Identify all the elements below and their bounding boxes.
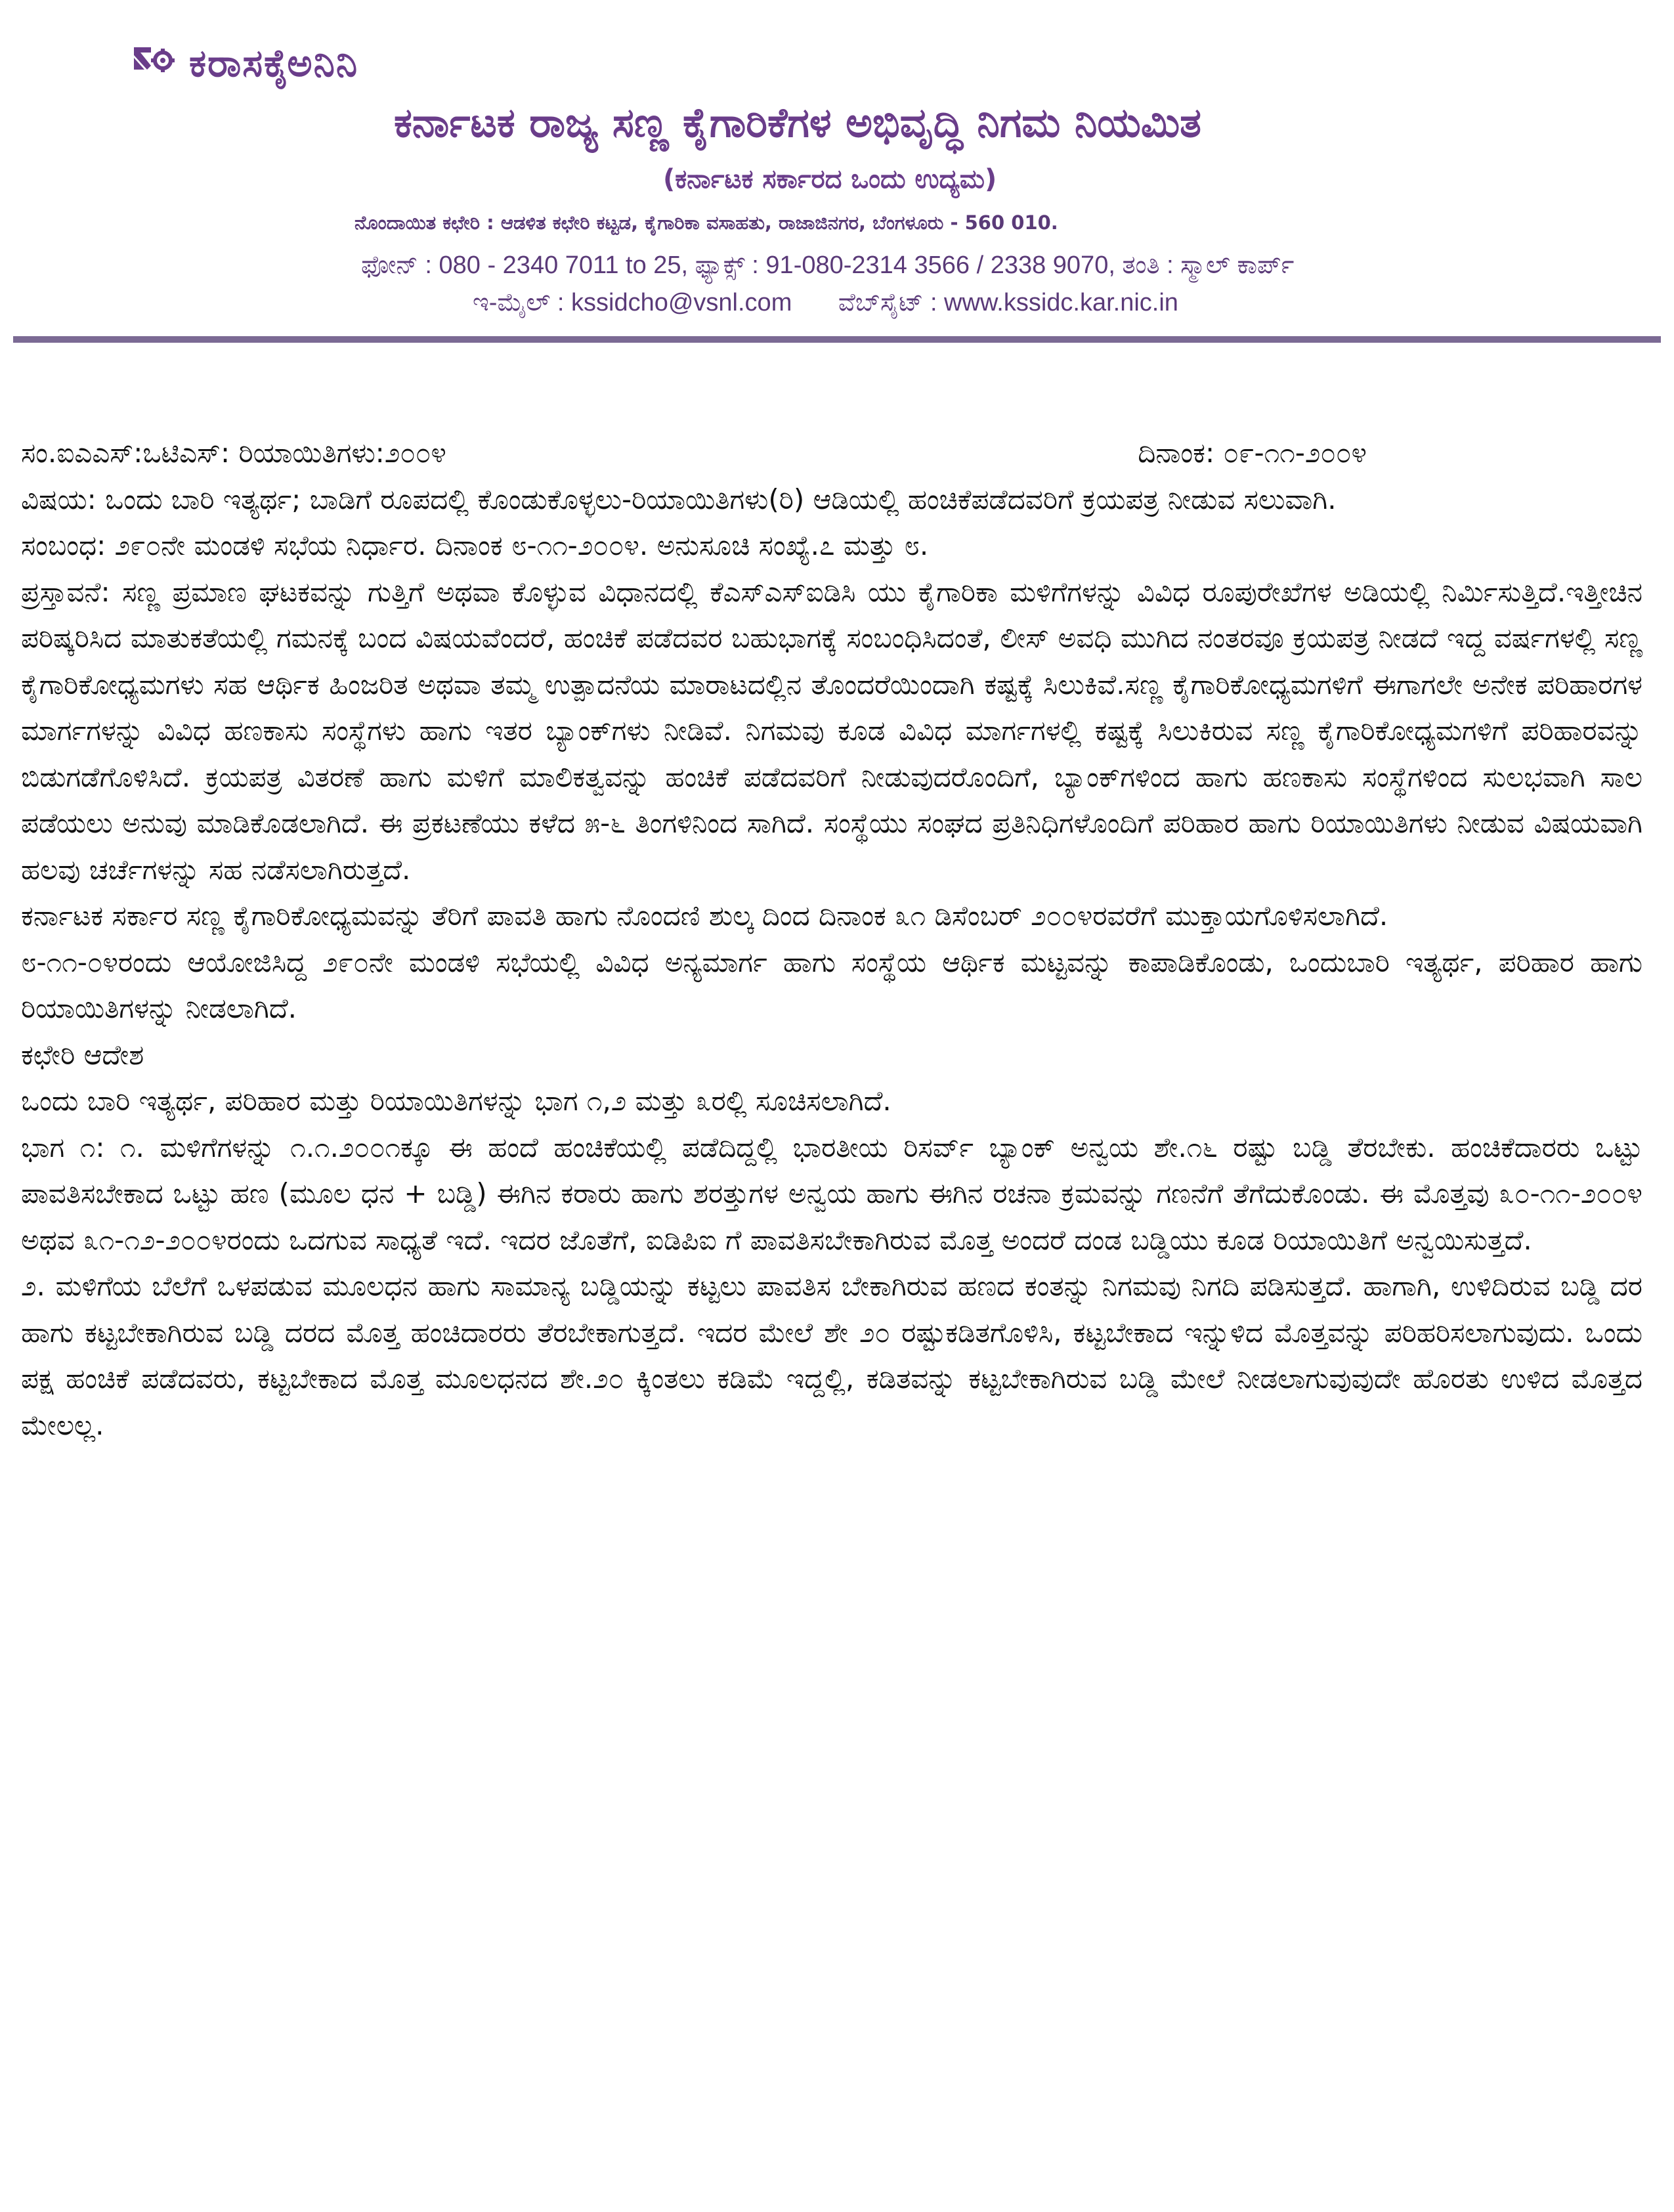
letter-body: [21, 430, 1642, 1448]
relation: ಸಂಬಂಧ: ೨೯೦ನೇ ಮಂಡಳಿ ಸಭೆಯ ನಿರ್ಧಾರ. ದಿನಾಂಕ ೮-೧೧-೨೦೦೪. ಅನುಸೂಚಿ ಸಂಖ್ಯೆ.೭ ಮತ್ತು ೮.: [21, 529, 929, 561]
org-short-name: ಕರಾಸಕೈಅನಿನಿ: [189, 41, 359, 85]
order-heading: ಕಛೇರಿ ಆದೇಶ: [21, 1038, 144, 1071]
org-website: ವೆಬ್‌ಸೈಟ್ : www.kssidc.kar.nic.in: [838, 289, 1178, 316]
letterhead-rule: [13, 336, 1661, 343]
kssidc-logo-icon: [131, 43, 177, 84]
para-government: ಕರ್ನಾಟಕ ಸರ್ಕಾರ ಸಣ್ಣ ಕೈಗಾರಿಕೋಧ್ಯಮವನ್ನು ತೆರಿಗೆ ಪಾವತಿ ಹಾಗು ನೊಂದಣಿ ಶುಲ್ಕ ದಿಂದ ದಿನಾಂಕ ೩೧ ಡಿಸೆಂಬರ್ ೨೦೦೪ರವರೆಗೆ ಮುಕ್ತಾಯಗೊಳಿಸಲಾಗಿದೆ.: [21, 900, 1388, 932]
org-address: ನೊಂದಾಯಿತ ಕಛೇರಿ : ಆಡಳಿತ ಕಛೇರಿ ಕಟ್ಟಡ, ಕೈಗಾರಿಕಾ ವಸಾಹತು, ರಾಜಾಜಿನಗರ, ಬೆಂಗಳೂರು - 560 010.: [354, 211, 1058, 234]
reference-line: [21, 430, 1367, 477]
org-email: ಇ-ಮೈಲ್ : kssidcho@vsnl.com: [473, 289, 792, 316]
org-name: ಕರ್ನಾಟಕ ರಾಜ್ಯ ಸಣ್ಣ ಕೈಗಾರಿಕೆಗಳ ಅಭಿವೃದ್ಧಿ ನಿಗಮ ನಿಯಮಿತ: [394, 98, 1201, 146]
org-contact: [473, 289, 1178, 317]
org-phone: ಫೋನ್ : 080 - 2340 7011 to 25, ಫ್ಯಾಕ್ಸ್ : 91-080-2314 3566 / 2338 9070, ತಂತಿ : ಸ್ಮಾಲ್ ಕಾರ್ಪ್: [361, 251, 1295, 279]
part-2: ೨. ಮಳಿಗೆಯ ಬೆಲೆಗೆ ಒಳಪಡುವ ಮೂಲಧನ ಹಾಗು ಸಾಮಾನ್ಯ ಬಡ್ಡಿಯನ್ನು ಕಟ್ಟಲು ಪಾವತಿಸ ಬೇಕಾಗಿರುವ ಹಣದ ಕಂತನ್ನು ನಿಗಮವು ನಿಗದಿ ಪಡಿಸುತ್ತದೆ. ಹಾಗಾಗಿ, ಉಳಿದಿರುವ ಬಡ್ಡಿ ದರ ಹಾಗು ಕಟ್ಟಬೇಕಾಗಿರುವ ಬಡ್ಡಿ ದರದ ಮೊತ್ತ ಹಂಚಿದಾರರು ತೆರಬೇಕಾಗುತ್ತದೆ. ಇದರ ಮೇಲೆ ಶೇ ೨೦ ರಷ್ಟುಕಡಿತಗೊಳಿಸಿ, ಕಟ್ಟಬೇಕಾದ ಇನ್ನುಳಿದ ಮೊತ್ತವನ್ನು ಪರಿಹರಿಸಲಾಗುವುದು. ಒಂದು ಪಕ್ಷ ಹಂಚಿಕೆ ಪಡೆದವರು, ಕಟ್ಟಬೇಕಾದ ಮೊತ್ತ ಮೂಲಧನದ ಶೇ.೨೦ ಕ್ಕಿಂತಲು ಕಡಿಮೆ ಇದ್ದಲ್ಲಿ, ಕಡಿತವನ್ನು ಕಟ್ಟಬೇಕಾಗಿರುವ ಬಡ್ಡಿ ಮೇಲೆ ನೀಡಲಾಗುವುವುದೇ ಹೊರತು ಉಳಿದ ಮೊತ್ತದ ಮೇಲಲ್ಲ.: [21, 1270, 1642, 1441]
preamble: ಪ್ರಸ್ತಾವನೆ: ಸಣ್ಣ ಪ್ರಮಾಣ ಘಟಕವನ್ನು ಗುತ್ತಿಗೆ ಅಥವಾ ಕೊಳ್ಳುವ ವಿಧಾನದಲ್ಲಿ ಕೆಎಸ್‌ಎಸ್‌ಐಡಿಸಿ ಯು ಕೈಗಾರಿಕಾ ಮಳಿಗೆಗಳನ್ನು ವಿವಿಧ ರೂಪುರೇಖೆಗಳ ಅಡಿಯಲ್ಲಿ ನಿರ್ಮಿಸುತ್ತಿದೆ.ಇತ್ತೀಚಿನ ಪರಿಷ್ಕರಿಸಿದ ಮಾತುಕತೆಯಲ್ಲಿ ಗಮನಕ್ಕೆ ಬಂದ ವಿಷಯವೆಂದರೆ, ಹಂಚಿಕೆ ಪಡೆದವರ ಬಹುಭಾಗಕ್ಕೆ ಸಂಬಂಧಿಸಿದಂತೆ, ಲೀಸ್ ಅವಧಿ ಮುಗಿದ ನಂತರವೂ ಕ್ರಯಪತ್ರ ನೀಡದೆ ಇದ್ದ ವರ್ಷಗಳಲ್ಲಿ ಸಣ್ಣ ಕೈಗಾರಿಕೋಧ್ಯಮಗಳು ಸಹ ಆರ್ಥಿಕ ಹಿಂಜರಿತ ಅಥವಾ ತಮ್ಮ ಉತ್ಪಾದನೆಯ ಮಾರಾಟದಲ್ಲಿನ ತೊಂದರೆಯಿಂದಾಗಿ ಕಷ್ಟಕ್ಕೆ ಸಿಲುಕಿವೆ.ಸಣ್ಣ ಕೈಗಾರಿಕೋಧ್ಯಮಗಳಿಗೆ ಈಗಾಗಲೇ ಅನೇಕ ಪರಿಹಾರಗಳ ಮಾರ್ಗಗಳನ್ನು ವಿವಿಧ ಹಣಕಾಸು ಸಂಸ್ಥೆಗಳು ಹಾಗು ಇತರ ಬ್ಯಾಂಕ್‌ಗಳು ನೀಡಿವೆ. ನಿಗಮವು ಕೂಡ ವಿವಿಧ ಮಾರ್ಗಗಳಲ್ಲಿ ಕಷ್ಟಕ್ಕೆ ಸಿಲುಕಿರುವ ಸಣ್ಣ ಕೈಗಾರಿಕೋಧ್ಯಮಗಳಿಗೆ ಪರಿಹಾರವನ್ನು ಬಿಡುಗಡೆಗೊಳಿಸಿದೆ. ಕ್ರಯಪತ್ರ ವಿತರಣೆ ಹಾಗು ಮಳಿಗೆ ಮಾಲಿಕತ್ವವನ್ನು ಹಂಚಿಕೆ ಪಡೆದವರಿಗೆ ನೀಡುವುದರೊಂದಿಗೆ, ಬ್ಯಾಂಕ್‌ಗಳಿಂದ ಹಾಗು ಹಣಕಾಸು ಸಂಸ್ಥೆಗಳಿಂದ ಸುಲಭವಾಗಿ ಸಾಲ ಪಡೆಯಲು ಅನುವು ಮಾಡಿಕೊಡಲಾಗಿದೆ. ಈ ಪ್ರಕಟಣೆಯು ಕಳೆದ ೫-೬ ತಿಂಗಳಿನಿಂದ ಸಾಗಿದೆ. ಸಂಸ್ಥೆಯು ಸಂಘದ ಪ್ರತಿನಿಧಿಗಳೊಂದಿಗೆ ಪರಿಹಾರ ಹಾಗು ರಿಯಾಯಿತಿಗಳು ನೀಡುವ ವಿಷಯವಾಗಿ ಹಲವು ಚರ್ಚೆಗಳನ್ನು ಸಹ ನಡೆಸಲಾಗಿರುತ್ತದೆ.: [21, 575, 1642, 886]
letterhead: [0, 0, 1674, 355]
subject: ವಿಷಯ: ಒಂದು ಬಾರಿ ಇತ್ಯರ್ಥ; ಬಾಡಿಗೆ ರೂಪದಲ್ಲಿ ಕೊಂಡುಕೊಳ್ಳಲು-ರಿಯಾಯಿತಿಗಳು(ರಿ) ಆಡಿಯಲ್ಲಿ ಹಂಚಿಕೆಪಡೆದವರಿಗೆ ಕ್ರಯಪತ್ರ ನೀಡುವ ಸಲುವಾಗಿ.: [21, 483, 1337, 515]
letter-date: ದಿನಾಂಕ: ೦೯-೧೧-೨೦೦೪: [1138, 437, 1367, 469]
logo-row: [131, 41, 358, 86]
para-board: ೮-೧೧-೦೪ರಂದು ಆಯೋಜಿಸಿದ್ದ ೨೯೦ನೇ ಮಂಡಳಿ ಸಭೆಯಲ್ಲಿ ವಿವಿಧ ಅನ್ಯಮಾರ್ಗ ಹಾಗು ಸಂಸ್ಥೆಯ ಆರ್ಥಿಕ ಮಟ್ಟವನ್ನು ಕಾಪಾಡಿಕೊಂಡು, ಒಂದುಬಾರಿ ಇತ್ಯರ್ಥ, ಪರಿಹಾರ ಹಾಗು ರಿಯಾಯಿತಿಗಳನ್ನು ನೀಡಲಾಗಿದೆ.: [21, 945, 1642, 1024]
part-1: ಭಾಗ ೧: ೧. ಮಳಿಗೆಗಳನ್ನು ೧.೧.೨೦೦೧ಕ್ಕೂ ಈ ಹಂದೆ ಹಂಚಿಕೆಯಲ್ಲಿ ಪಡೆದಿದ್ದಲ್ಲಿ ಭಾರತೀಯ ರಿಸರ್ವ್ ಬ್ಯಾಂಕ್ ಅನ್ವಯ ಶೇ.೧೬ ರಷ್ಟು ಬಡ್ಡಿ ತೆರಬೇಕು. ಹಂಚಿಕೆದಾರರು ಒಟ್ಟು ಪಾವತಿಸಬೇಕಾದ ಒಟ್ಟು ಹಣ (ಮೂಲ ಧನ + ಬಡ್ಡಿ) ಈಗಿನ ಕರಾರು ಹಾಗು ಶರತ್ತುಗಳ ಅನ್ವಯ ಹಾಗು ಈಗಿನ ರಚನಾ ಕ್ರಮವನ್ನು ಗಣನೆಗೆ ತೆಗೆದುಕೊಂಡು. ಈ ಮೊತ್ತವು ೩೦-೧೧-೨೦೦೪ ಅಥವ ೩೧-೧೨-೨೦೦೪ರಂದು ಒದಗುವ ಸಾಧ್ಯತೆ ಇದೆ. ಇದರ ಜೊತೆಗೆ, ಐಡಿಪಿಐ ಗೆ ಪಾವತಿಸಬೇಕಾಗಿರುವ ಮೊತ್ತ ಅಂದರೆ ದಂಡ ಬಡ್ಡಿಯು ಕೂಡ ರಿಯಾಯಿತಿಗೆ ಅನ್ವಯಿಸುತ್ತದೆ.: [21, 1131, 1642, 1256]
para-order: ಒಂದು ಬಾರಿ ಇತ್ಯರ್ಥ, ಪರಿಹಾರ ಮತ್ತು ರಿಯಾಯಿತಿಗಳನ್ನು ಭಾಗ ೧,೨ ಮತ್ತು ೩ರಲ್ಲಿ ಸೂಚಿಸಲಾಗಿದೆ.: [21, 1085, 891, 1117]
org-subtitle: (ಕರ್ನಾಟಕ ಸರ್ಕಾರದ ಒಂದು ಉದ್ಯಮ): [663, 164, 997, 194]
reference-number: ಸಂ.ಐಎಎಸ್:ಒಟಿಎಸ್: ರಿಯಾಯಿತಿಗಳು:೨೦೦೪: [21, 437, 446, 469]
